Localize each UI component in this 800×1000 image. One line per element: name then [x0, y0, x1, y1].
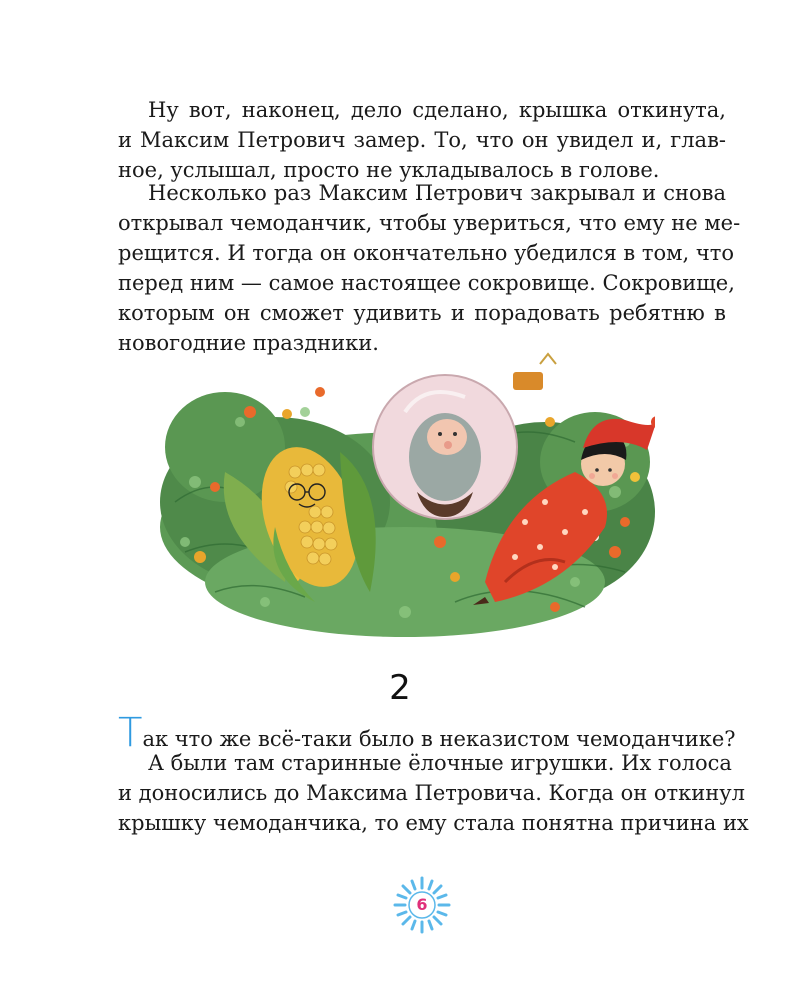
- text-line: крышку чемоданчика, то ему стала понятна причина их: [118, 811, 749, 835]
- text-line: ное, услышал, просто не укладывалось в голове.: [118, 158, 660, 182]
- text-line: которым он сможет удивить и порадовать ребятню в: [118, 301, 726, 325]
- text-line: и доносились до Максима Петровича. Когда он откинул: [118, 781, 745, 805]
- text-line: открывал чемоданчик, чтобы увериться, что ему не ме-: [118, 211, 741, 235]
- text-line: Несколько раз Максим Петрович закрывал и снова: [148, 181, 726, 205]
- christmas-toys-illustration: [155, 352, 655, 642]
- drop-cap: Т: [118, 710, 143, 756]
- text-line: Ну вот, наконец, дело сделано, крышка откинута,: [148, 98, 726, 122]
- paragraph-4: [118, 748, 749, 838]
- text-span: ак что же всё-таки было в неказистом чемоданчике?: [142, 727, 736, 751]
- text-line: рещится. И тогда он окончательно убедился в том, что: [118, 241, 734, 265]
- text-line: перед ним — самое настоящее сокровище. Сокровище,: [118, 271, 735, 295]
- text-line: и Максим Петрович замер. То, что он увидел и, глав-: [118, 128, 726, 152]
- paragraph-2: [118, 178, 741, 358]
- text-line: новогодние праздники.: [118, 331, 379, 355]
- page-number: 6: [416, 895, 428, 914]
- chapter-number: 2: [389, 668, 411, 708]
- paragraph-1: [118, 95, 726, 185]
- text-line: А были там старинные ёлочные игрушки. Их голоса: [148, 751, 732, 775]
